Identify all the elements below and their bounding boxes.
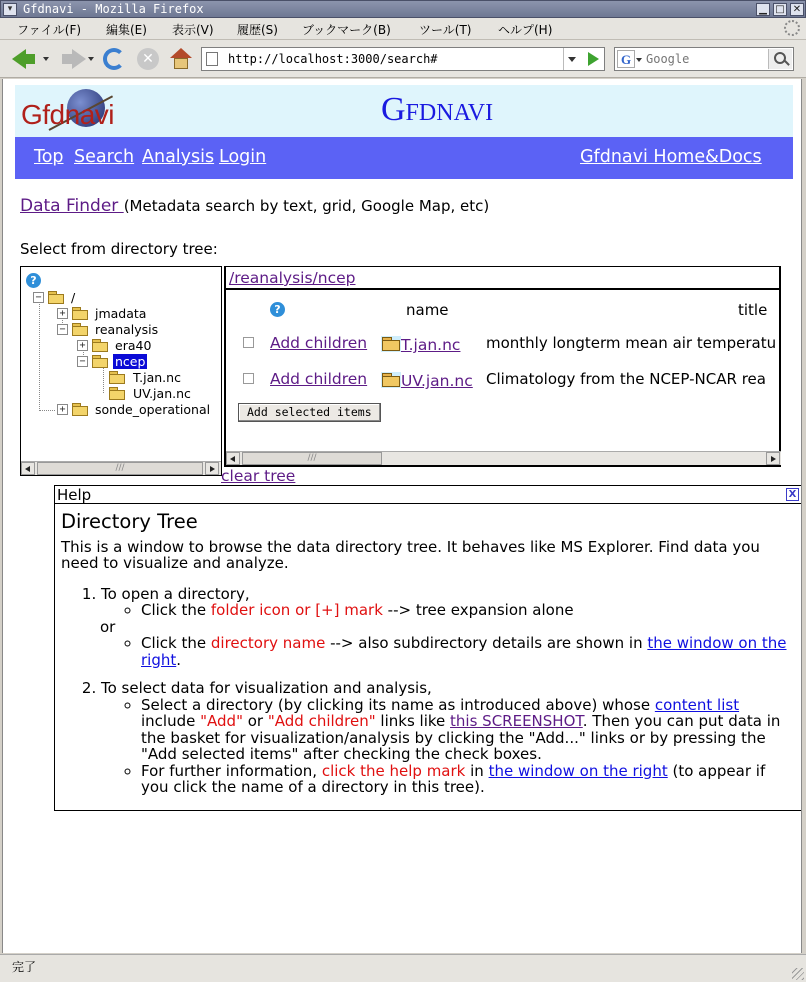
site-navigation xyxy=(15,137,793,179)
close-icon[interactable]: ✕ xyxy=(790,3,804,16)
tree-help-icon[interactable]: ? xyxy=(26,273,41,288)
expand-icon[interactable]: + xyxy=(57,404,68,415)
tree-label-uvjan[interactable]: UV.jan.nc xyxy=(133,386,191,401)
nav-analysis-link[interactable]: Analysis xyxy=(142,147,215,167)
menu-bookmarks[interactable]: ブックマーク(B) xyxy=(302,23,391,37)
folder-icon[interactable] xyxy=(72,403,88,416)
directory-horizontal-scrollbar[interactable] xyxy=(226,451,781,465)
tree-node-uvjan xyxy=(109,386,209,402)
tree-node-tjan xyxy=(109,370,209,386)
nav-home-docs-link[interactable]: Gfdnavi Home&Docs xyxy=(580,147,762,167)
file-title: Climatology from the NCEP-NCAR rea xyxy=(486,370,766,388)
tree-label-jmadata[interactable]: jmadata xyxy=(95,306,147,321)
add-selected-items-button[interactable]: Add selected items xyxy=(238,403,381,422)
forward-history-chevron-icon[interactable] xyxy=(88,57,94,61)
menu-edit[interactable]: 編集(E) xyxy=(106,23,147,37)
nav-top-link[interactable]: Top xyxy=(34,147,64,167)
search-icon[interactable] xyxy=(768,49,792,69)
screenshot-link[interactable]: this SCREENSHOT xyxy=(450,712,583,730)
help-heading: Directory Tree xyxy=(61,510,198,533)
stop-icon[interactable]: ✕ xyxy=(137,48,159,70)
engine-chevron-down-icon[interactable] xyxy=(636,58,642,62)
tree-horizontal-scrollbar[interactable] xyxy=(21,461,221,475)
reload-icon[interactable] xyxy=(103,48,125,70)
directory-tree-panel xyxy=(20,266,222,476)
help-content xyxy=(61,508,795,798)
collapse-icon[interactable]: − xyxy=(33,292,44,303)
menu-tools[interactable]: ツール(T) xyxy=(419,23,472,37)
scroll-thumb[interactable]: /// xyxy=(242,452,382,465)
minimize-icon[interactable]: ▁ xyxy=(756,3,770,16)
tree-label-reanalysis[interactable]: reanalysis xyxy=(95,322,159,337)
collapse-icon[interactable]: − xyxy=(77,356,88,367)
search-input[interactable] xyxy=(646,50,764,68)
window-menu-icon[interactable]: ▾ xyxy=(3,3,17,16)
row-checkbox[interactable] xyxy=(243,373,254,384)
folder-icon[interactable] xyxy=(92,355,108,368)
back-history-chevron-icon[interactable] xyxy=(43,57,49,61)
collapse-icon[interactable]: − xyxy=(57,324,68,335)
data-finder-line xyxy=(20,196,489,216)
file-link-tjan[interactable]: T.jan.nc xyxy=(381,336,460,354)
help-step-2: 2. To select data for visualization and analysis, ◦ Select a directory (by clicking its name as introduced above) whose content list include "Add" or "Add children" links like this SCREENSHOT. Then you can put data in the basket for visualization/analysis by clicking the "Add..." links or by pressing the "Add selected items" after checking the check boxes. ◦ For further information, click the help mark in the window on the right (to appear if you click the name of a directory in this tree). xyxy=(101,680,795,796)
directory-path-header xyxy=(226,267,781,290)
back-arrow-icon[interactable] xyxy=(12,49,26,69)
window-on-right-link[interactable]: the window on the right xyxy=(488,761,668,780)
row-checkbox[interactable] xyxy=(243,337,254,348)
add-children-link[interactable]: Add children xyxy=(270,370,368,388)
folder-icon[interactable] xyxy=(109,387,125,400)
help-step-1: 1. To open a directory, ◦ Click the folder icon or [+] mark --> tree expansion alone or ◦ Click the directory name --> also subdirectory details are shown in the window on the right. xyxy=(101,586,795,669)
menu-bar xyxy=(0,18,806,40)
menu-file[interactable]: ファイル(F) xyxy=(17,23,82,37)
help-highlight: folder icon or [+] mark xyxy=(210,601,383,619)
file-title: monthly longterm mean air temperatu xyxy=(486,334,777,352)
go-arrow-icon[interactable] xyxy=(588,52,599,66)
column-header-name: name xyxy=(406,301,449,319)
nav-search-link[interactable]: Search xyxy=(74,147,135,167)
scroll-left-arrow-icon[interactable] xyxy=(226,452,240,465)
tree-node-era40 xyxy=(77,338,197,354)
nav-login-link[interactable]: Login xyxy=(219,147,267,167)
file-link-uvjan[interactable]: UV.jan.nc xyxy=(381,372,473,390)
directory-path-link[interactable]: /reanalysis/ncep xyxy=(229,269,356,287)
page-icon xyxy=(206,52,218,66)
scroll-left-arrow-icon[interactable] xyxy=(21,462,35,475)
search-box[interactable] xyxy=(614,47,794,71)
select-tree-label: Select from directory tree: xyxy=(20,240,218,258)
folder-icon[interactable] xyxy=(381,336,401,352)
scroll-right-arrow-icon[interactable] xyxy=(205,462,219,475)
folder-icon[interactable] xyxy=(48,291,64,304)
add-children-link[interactable]: Add children xyxy=(270,334,368,352)
help-intro: This is a window to browse the data directory tree. It behaves like MS Explorer. Find data you need to visualize and analyze. xyxy=(61,537,760,572)
url-history-chevron-icon[interactable] xyxy=(563,48,579,70)
window-on-right-link[interactable]: the window on the right xyxy=(141,634,787,669)
gfdnavi-logo[interactable] xyxy=(19,87,129,135)
tree-label-root[interactable]: / xyxy=(71,290,76,305)
page-viewport xyxy=(2,79,802,953)
forward-arrow-icon[interactable] xyxy=(72,49,86,69)
expand-icon[interactable]: + xyxy=(77,340,88,351)
column-header-title: title xyxy=(738,301,768,319)
google-engine-icon[interactable]: G xyxy=(617,50,635,68)
directory-help-icon[interactable]: ? xyxy=(270,302,285,317)
status-text: 完了 xyxy=(12,960,37,974)
tree-node-ncep xyxy=(77,354,197,370)
logo-text: Gfdnavi xyxy=(21,99,114,130)
tree-node-reanalysis xyxy=(57,322,207,338)
throbber-icon xyxy=(784,20,800,36)
tree-label-sonde[interactable]: sonde_operational xyxy=(95,402,211,417)
help-highlight: directory name xyxy=(210,634,326,652)
window-title: Gfdnavi - Mozilla Firefox xyxy=(23,2,204,16)
clear-tree-link[interactable]: clear tree xyxy=(221,467,296,485)
menu-history[interactable]: 履歴(S) xyxy=(237,23,278,37)
directory-contents-panel xyxy=(224,266,781,467)
tree-label-era40[interactable]: era40 xyxy=(115,338,152,353)
url-text[interactable]: http://localhost:3000/search# xyxy=(228,52,438,66)
scroll-thumb[interactable]: /// xyxy=(37,462,203,475)
tree-label-tjan[interactable]: T.jan.nc xyxy=(133,370,181,385)
tree-label-ncep[interactable]: ncep xyxy=(115,354,146,369)
help-title-bar[interactable] xyxy=(55,486,801,504)
tree-node-sonde xyxy=(57,402,221,418)
folder-icon[interactable] xyxy=(72,307,88,320)
data-finder-link[interactable]: Data Finder xyxy=(20,196,124,216)
folder-icon[interactable] xyxy=(381,372,401,388)
status-bar xyxy=(0,954,806,982)
help-window-title: Help xyxy=(57,486,92,504)
url-bar[interactable] xyxy=(201,47,605,71)
help-or: or xyxy=(100,617,116,636)
help-window xyxy=(54,485,802,811)
expand-icon[interactable]: + xyxy=(57,308,68,319)
window-title-bar xyxy=(0,0,806,18)
content-list-link[interactable]: content list xyxy=(654,695,740,714)
site-title: Gfdnavi xyxy=(381,91,494,128)
folder-icon[interactable] xyxy=(92,339,108,352)
scroll-right-arrow-icon[interactable] xyxy=(766,452,780,465)
folder-icon[interactable] xyxy=(109,371,125,384)
home-icon[interactable] xyxy=(170,48,192,70)
tree-node-root xyxy=(33,290,213,306)
tree-node-jmadata xyxy=(57,306,207,322)
data-finder-desc: (Metadata search by text, grid, Google Map, etc) xyxy=(123,197,490,215)
folder-icon[interactable] xyxy=(72,323,88,336)
menu-help[interactable]: ヘルプ(H) xyxy=(498,23,553,37)
site-header xyxy=(15,85,793,137)
help-close-icon[interactable]: X xyxy=(786,488,799,501)
help-steps xyxy=(61,586,795,796)
maximize-icon[interactable]: □ xyxy=(773,3,787,16)
menu-view[interactable]: 表示(V) xyxy=(172,23,214,37)
resize-grip-icon[interactable] xyxy=(792,968,804,980)
